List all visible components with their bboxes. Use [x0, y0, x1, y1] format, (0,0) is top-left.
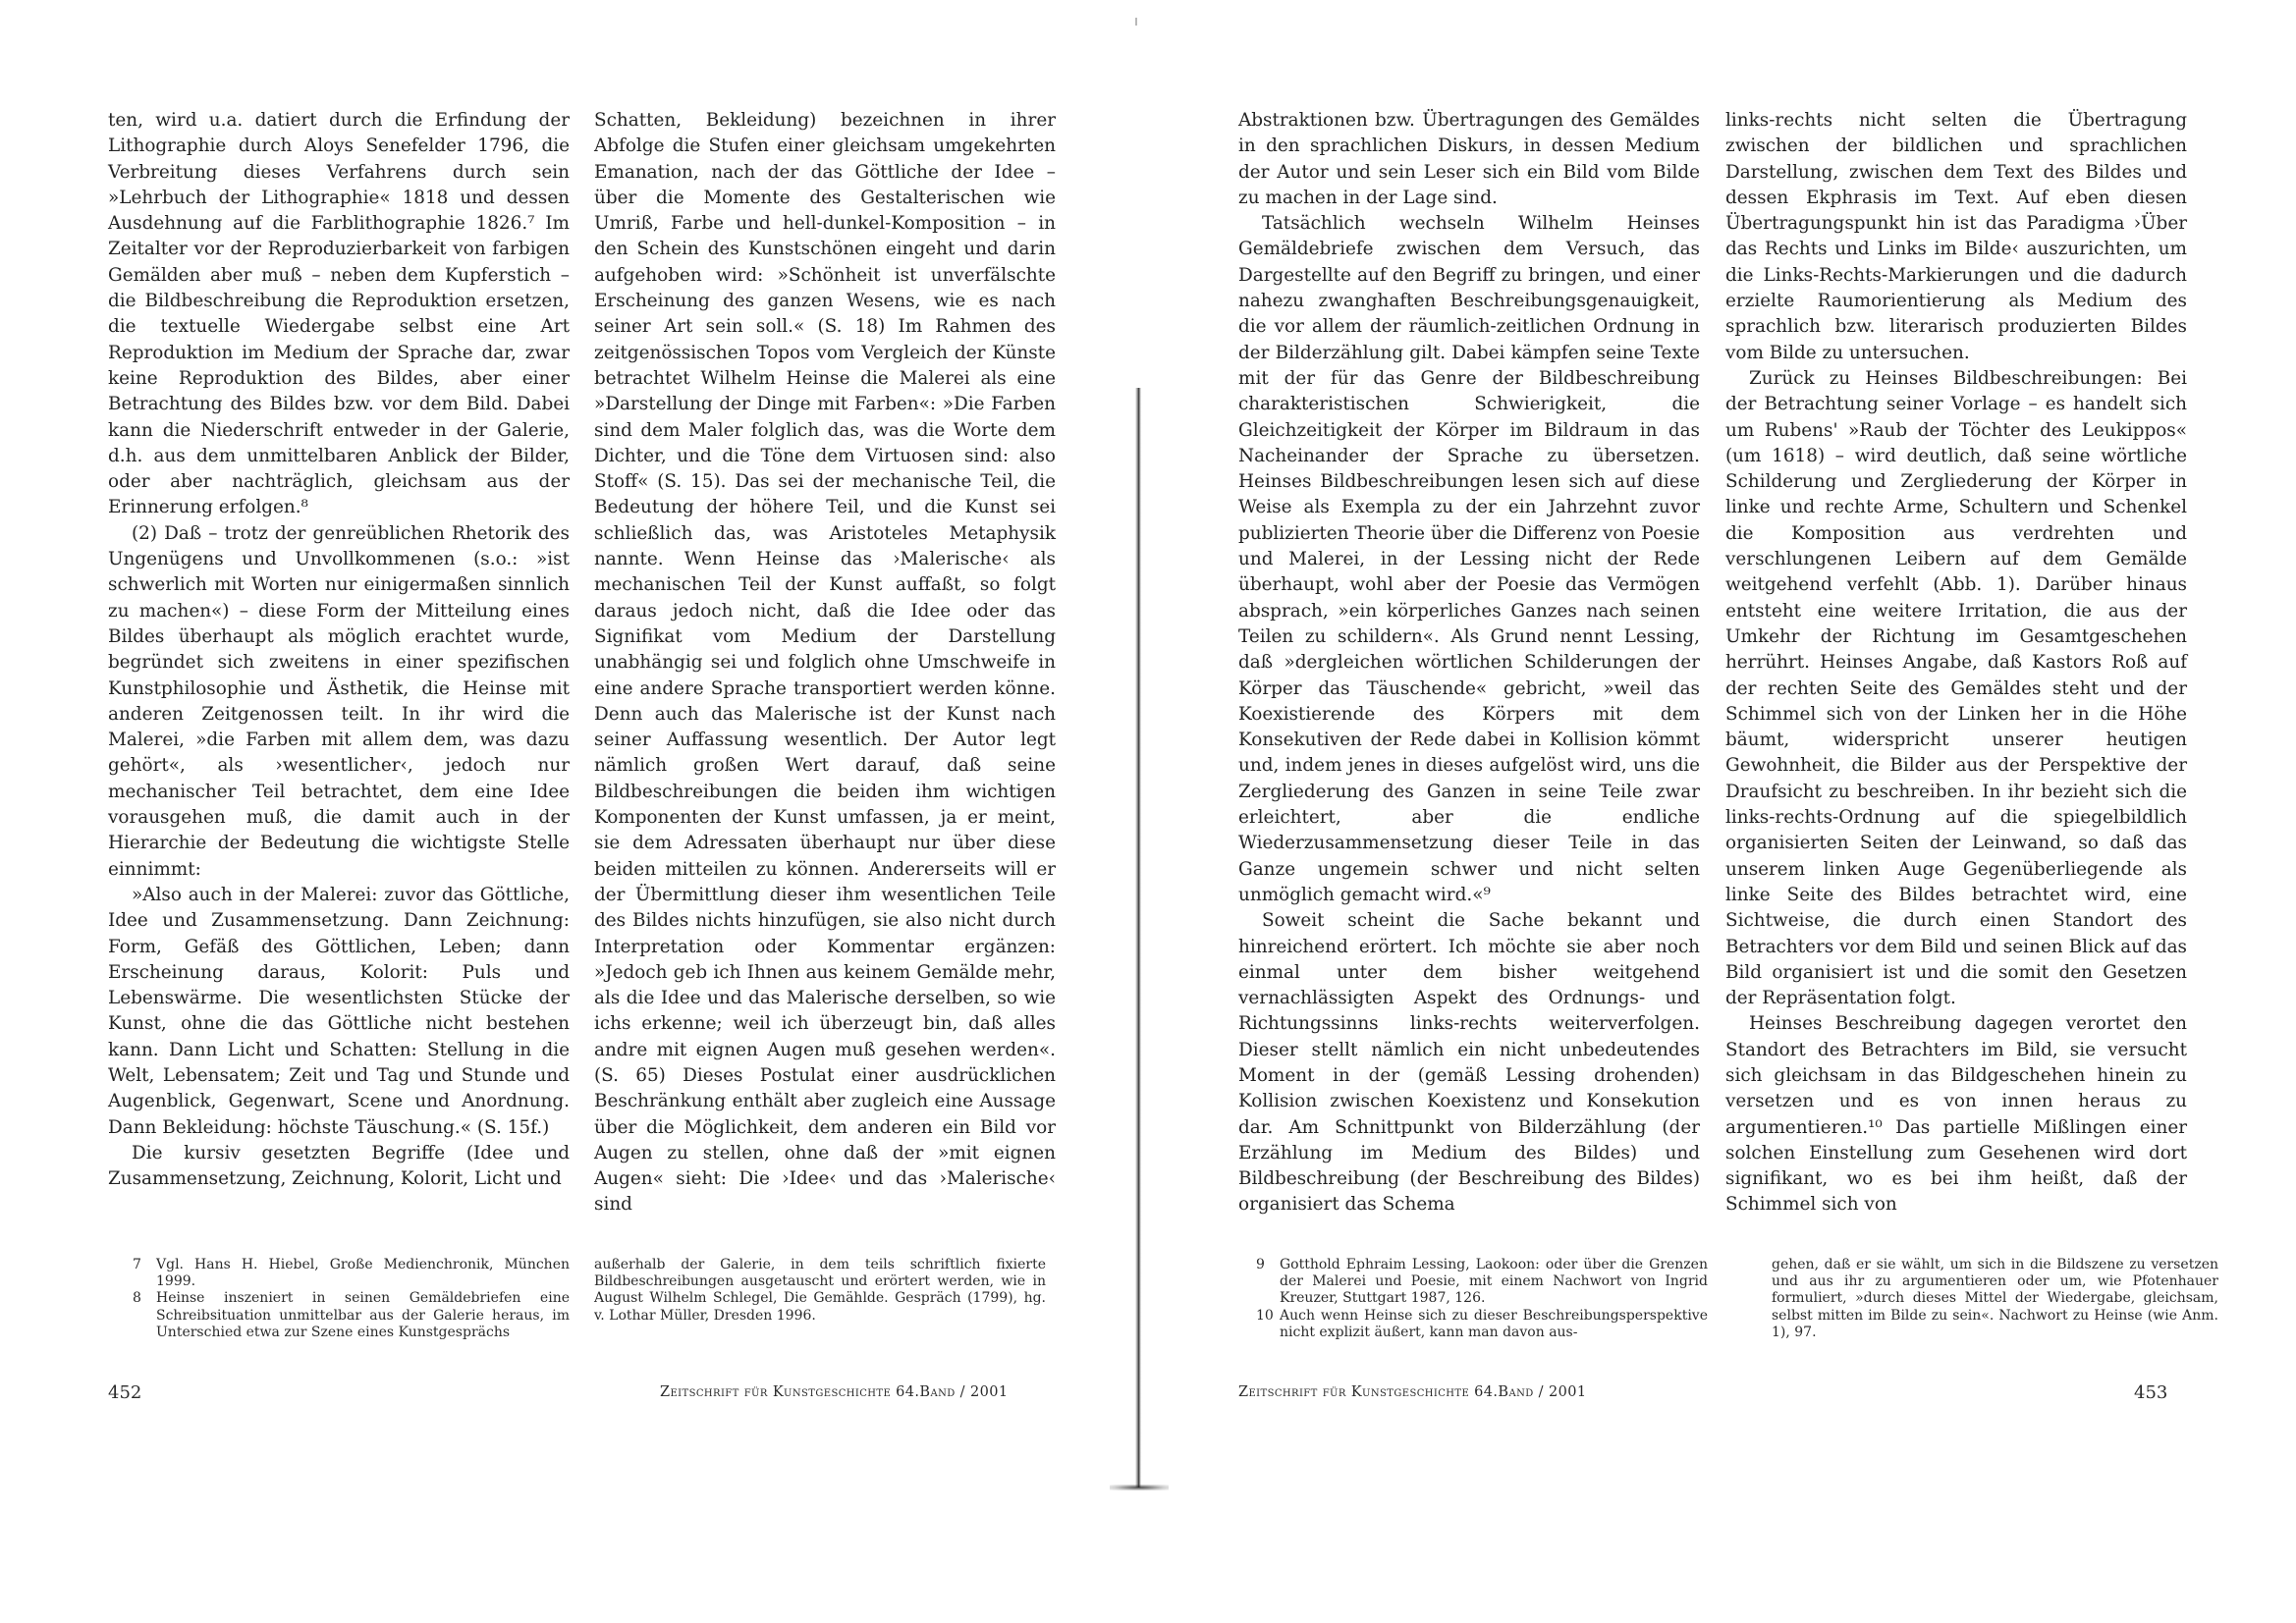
running-footer: Zeitschrift für Kunstgeschichte 64.Band / 2001 — [660, 1384, 1009, 1400]
footnotes-left-2 — [594, 1257, 1046, 1325]
block-quote: »Also auch in der Malerei: zuvor das Göttliche, Idee und Zusammensetzung. Dann Zeichnung: Form, Gefäß des Göttlichen, Leben; dann Erscheinung daraus, Kolorit: Puls und Lebenswärme. Die wesentlichsten Stücke der Kunst, ohne die das Göttliche nicht bestehen kann. Dann Licht und Schatten: Stellung in die Welt, Lebensatem; Zeit und Tag und Stunde und Augenblick, Gegenwart, Scene und Anordnung. Dann Bekleidung: höchste Täuschung.« (S. 15f.) — [108, 884, 570, 1138]
running-footer: Zeitschrift für Kunstgeschichte 64.Band / 2001 — [1238, 1384, 1587, 1400]
paragraph: Zurück zu Heinses Bildbeschreibungen: Bei der Betrachtung seiner Vorlage – es handelt sich um Rubens' »Raub der Töchter des Leukippos« (um 1618) – wird deutlich, daß seine wörtliche Schilderung und Zergliederung der Körper in linke und rechte Arme, Schultern und Schenkel die Komposition aus verdrehten und verschlungenen Leibern auf dem Gemälde weitgehend verfehlt (Abb. 1). Darüber hinaus entsteht eine weitere Irritation, die aus der Umkehr der Richtung im Gesamtgeschehen herrührt. Heinses Angabe, daß Kastors Roß auf der rechten Seite des Gemäldes steht und der Schimmel sich von der Linken her in die Höhe bäumt, widerspricht unserer heutigen Gewohnheit, die Bilder aus der Perspektive der Draufsicht zu beschreiben. In ihr bezieht sich die links-rechts-Ordnung auf die spiegelbildlich organisierten Seiten der Leinwand, so daß das unserem linken Auge Gegenüberliegende als linke Seite des Bildes betrachtet wird, eine Sichtweise, die durch einen Standort des Betrachters vor dem Bild und seinen Blick auf das Bild organisiert ist und die somit den Gesetzen der Repräsentation folgt. — [1725, 367, 2187, 1009]
footnote-continuation — [594, 1257, 1046, 1325]
footnote-text: Heinse inszeniert in seinen Gemäldebriefen eine Schreibsituation unmittelbar aus der Galerie heraus, im Unterschied etwa zur Szene eines Kunstgesprächs — [156, 1290, 570, 1340]
footnote-continuation — [1772, 1257, 2218, 1341]
footnote-text: Vgl. Hans H. Hiebel, Große Medienchronik, München 1999. — [156, 1257, 570, 1290]
footnote — [133, 1257, 570, 1290]
paragraph: links-rechts nicht selten die Übertragung zwischen der bildlichen und sprachlichen Darstellung, zwischen dem Text des Bildes und dessen Ekphrasis im Text. Auf eben diesen Übertragungspunkt hin ist das Paradigma ›Über das Rechts und Links im Bilde‹ auszurichten, um die Links-Rechts-Markierungen und die dadurch erzielte Raumorientierung als Medium des sprachlich bzw. literarisch produzierten Bildes vom Bilde zu untersuchen. — [1725, 110, 2187, 363]
footnote-number: 8 — [133, 1290, 141, 1307]
paragraph: Die kursiv gesetzten Begriffe (Idee und Zusammensetzung, Zeichnung, Kolorit, Licht und — [108, 1142, 570, 1190]
book-spine-shadow — [1135, 388, 1141, 1488]
paragraph: Abstraktionen bzw. Übertragungen des Gemäldes in den sprachlichen Diskurs, in dessen Medium der Autor und sein Leser sich ein Bild vom Bilde zu machen in der Lage sind. — [1238, 110, 1700, 208]
footnote-number: 7 — [133, 1257, 141, 1272]
right-page — [1148, 0, 2296, 1623]
paragraph: ten, wird u.a. datiert durch die Erfindung der Lithographie durch Aloys Senefelder 1796, die Verbreitung dieses Verfahrens durch sein »Lehrbuch der Lithographie« 1818 und dessen Ausdehnung auf die Farblithographie 1826.⁷ Im Zeitalter vor der Reproduzierbarkeit von farbigen Gemälden aber muß – neben dem Kupferstich – die Bildbeschreibung die Reproduktion ersetzen, die textuelle Wiedergabe selbst eine Art Reproduktion im Medium der Sprache dar, zwar keine Reproduktion des Bildes, aber einer Betrachtung des Bildes bzw. vor dem Bild. Dabei kann die Niederschrift entweder in der Galerie, d.h. aus dem unmittelbaren Anblick der Bilder, oder aber nachträglich, gleichsam aus der Erinnerung erfolgen.⁸ — [108, 110, 570, 518]
footnote-number: 9 — [1256, 1257, 1265, 1272]
right-page-column-2 — [1725, 108, 2187, 1218]
footnote-text: außerhalb der Galerie, in dem teils schriftlich fixierte Bildbeschreibungen ausgetauscht und erörtert werden, wie in August Wilhelm Schlegel, Die Gemählde. Gespräch (1799), hg. v. Lothar Müller, Dresden 1996. — [594, 1257, 1046, 1324]
footnote-text: Auch wenn Heinse sich zu dieser Beschreibungsperspektive nicht explizit äußert, kann man davon aus- — [1280, 1307, 1708, 1340]
footnote — [133, 1290, 570, 1341]
gutter-mark — [1135, 18, 1137, 26]
paragraph: (2) Daß – trotz der genreüblichen Rhetorik des Ungenügens und Unvollkommenen (s.o.: »ist schwerlich mit Worten nur einigermaßen sinnlich zu machen«) – diese Form der Mitteilung eines Bildes überhaupt als möglich erachtet wurde, begründet sich zweitens in einer spezifischen Kunstphilosophie und Ästhetik, die Heinse mit anderen Zeitgenossen teilt. In ihr wird die Malerei, »die Farben mit allem dem, was dazu gehört«, als ›wesentlicher‹, jedoch nur mechanischer Teil betrachtet, dem eine Idee vorausgehen muß, die damit auch in der Hierarchie der Bedeutung die wichtigste Stelle einnimmt: — [108, 522, 570, 880]
footnote-text: Gotthold Ephraim Lessing, Laokoon: oder über die Grenzen der Malerei und Poesie, mit einem Nachwort von Ingrid Kreuzer, Stuttgart 1987, 126. — [1280, 1257, 1708, 1307]
footnote-text: gehen, daß er sie wählt, um sich in die Bildszene zu versetzen und aus ihr zu argumentieren oder um, wie Pfotenhauer formuliert, »durch dieses Mittel der Wiedergabe, gleichsam, selbst mitten im Bilde zu sein«. Nachwort zu Heinse (wie Anm. 1), 97. — [1772, 1257, 2218, 1340]
footnotes-right-1 — [1256, 1257, 1708, 1341]
paragraph: Soweit scheint die Sache bekannt und hinreichend erörtert. Ich möchte sie aber noch einmal unter dem bisher weitgehend vernachlässigten Aspekt des Ordnungs- und Richtungssinns links-rechts weiterverfolgen. Dieser stellt nämlich ein nicht unbedeutendes Moment in der (gemäß Lessing drohenden) Kollision zwischen Koexistenz und Konsekution dar. Am Schnittpunkt von Bilderzählung (der Erzählung im Medium des Bildes) und Bildbeschreibung (der Beschreibung des Bildes) organisiert das Schema — [1238, 910, 1700, 1216]
footnotes-left-1 — [133, 1257, 570, 1341]
footnote — [1256, 1308, 1708, 1341]
left-page-column-1 — [108, 108, 570, 1192]
footnote-number: 10 — [1256, 1307, 1274, 1324]
left-page-column-2 — [594, 108, 1056, 1218]
page-number: 453 — [2134, 1382, 2168, 1403]
paragraph: Schatten, Bekleidung) bezeichnen in ihrer Abfolge die Stufen einer gleichsam umgekehrten Emanation, nach der das Göttliche der Idee – über die Momente des Gestalterischen wie Umriß, Farbe und hell-dunkel-Komposition – in den Schein des Kunstschönen eingeht und darin aufgehoben wird: »Schönheit ist unverfälschte Erscheinung des ganzen Wesens, wie es nach seiner Art sein soll.« (S. 18) Im Rahmen des zeitgenössischen Topos vom Vergleich der Künste betrachtet Wilhelm Heinse die Malerei als eine »Darstellung der Dinge mit Farben«: »Die Farben sind dem Maler folglich das, was die Worte dem Dichter, und die Töne dem Virtuosen sind: also Stoff« (S. 15). Das sei der mechanische Teil, die Bedeutung der höhere Teil, und die Kunst sei schließlich das, was Aristoteles Metaphysik nannte. Wenn Heinse das ›Malerische‹ als mechanischen Teil der Kunst auffaßt, so folgt daraus jedoch nicht, daß die Idee oder das Signifikat vom Medium der Darstellung unabhängig sei und folglich ohne Umschweife in eine andere Sprache transportiert werden könne. Denn auch das Malerische ist der Kunst nach seiner Auffassung wesentlich. Der Autor legt nämlich großen Wert darauf, daß seine Bildbeschreibungen die beiden ihm wichtigen Komponenten der Kunst umfassen, ja er meint, sie dem Adressaten überhaupt nur über diese beiden mitteilen zu können. Andererseits will er der Übermittlung dieser ihm wesentlichen Teile des Bildes nichts hinzufügen, sie also nicht durch Interpretation oder Kommentar ergänzen: »Jedoch geb ich Ihnen aus keinem Gemälde mehr, als die Idee und das Malerische derselben, so wie ichs erkenne; weil ich überzeugt bin, daß alles andre mit eignen Augen muß gesehen werden«. (S. 65) Dieses Postulat einer ausdrücklichen Beschränkung enthält aber zugleich eine Aussage über die Möglichkeit, dem anderen ein Bild vor Augen zu stellen, ohne daß der »mit eignen Augen« sieht: Die ›Idee‹ und das ›Malerische‹ sind — [594, 110, 1056, 1216]
paragraph: Tatsächlich wechseln Wilhelm Heinses Gemäldebriefe zwischen dem Versuch, das Dargestellte auf den Begriff zu bringen, und einer nahezu zwanghaften Beschreibungsgenauigkeit, die vor allem der räumlich-zeitlichen Ordnung in der Bilderzählung gilt. Dabei kämpfen seine Texte mit der für das Genre der Bildbeschreibung charakteristischen Schwierigkeit, die Gleichzeitigkeit der Körper im Bildraum in das Nacheinander der Sprache zu übersetzen. Heinses Bildbeschreibungen lesen sich auf diese Weise als Exempla zu der ein Jahrzehnt zuvor publizierten Theorie über die Differenz von Poesie und Malerei, in der Lessing nicht der Rede überhaupt, wohl aber der Poesie das Vermögen absprach, »ein körperliches Ganzes nach seinen Teilen zu schildern«. Als Grund nennt Lessing, daß »dergleichen wörtlichen Schilderungen der Körper das Täuschende« gebricht, »weil das Koexistierende des Körpers mit dem Konsekutiven der Rede dabei in Kollision kömmt und, indem jenes in dieses aufgelöst wird, uns die Zergliederung des Ganzen in seine Teile zwar erleichtert, aber die endliche Wiederzusammensetzung dieser Teile in das Ganze ungemein schwer und nicht selten unmöglich gemacht wird.«⁹ — [1238, 213, 1700, 905]
right-page-column-1 — [1238, 108, 1700, 1218]
paragraph: Heinses Beschreibung dagegen verortet den Standort des Betrachters im Bild, sie versucht sich gleichsam in das Bildgeschehen hinein zu versetzen und es von innen heraus zu argumentieren.¹⁰ Das partielle Mißlingen einer solchen Einstellung zum Gesehenen wird dort signifikant, wo es bei ihm heißt, daß der Schimmel sich von — [1725, 1013, 2187, 1216]
footnotes-right-2 — [1772, 1257, 2218, 1341]
footnote — [1256, 1257, 1708, 1308]
page-number: 452 — [108, 1382, 142, 1403]
